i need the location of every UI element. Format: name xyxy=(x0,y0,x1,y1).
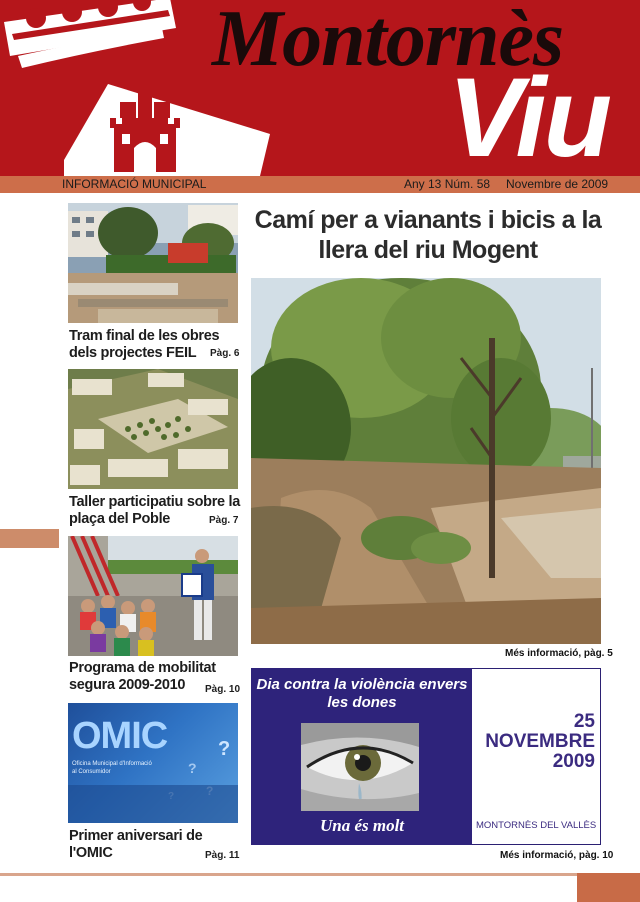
sidebar-item-title[interactable]: Primer aniversari de l'OMIC xyxy=(69,828,203,861)
promo-slogan: Una és molt xyxy=(319,816,405,835)
promo-more-info[interactable]: Més informació, pàg. 10 xyxy=(500,850,614,861)
masthead-subtitle: Viu xyxy=(448,55,610,176)
footer-tab xyxy=(577,873,640,902)
sidebar-item-title[interactable]: Tram final de les obres dels projectes FEIL xyxy=(69,328,220,361)
omic-tagline-1: Oficina Municipal d'Informació xyxy=(72,761,152,767)
omic-logo: OMIC xyxy=(72,715,168,757)
main-more-info[interactable]: Més informació, pàg. 5 xyxy=(505,648,613,659)
castle-emblem-icon xyxy=(64,78,274,176)
masthead-title: Montornès xyxy=(212,0,564,83)
children-road-safety-photo[interactable] xyxy=(68,536,238,656)
sidebar-item-page: Pàg. 10 xyxy=(205,684,241,695)
main-headline[interactable]: Camí per a vianants i bicis a la llera del riu Mogent xyxy=(254,206,602,264)
issue-date: Novembre de 2009 xyxy=(506,177,609,191)
footer-rule xyxy=(0,873,577,876)
omic-logo-graphic[interactable] xyxy=(68,703,238,823)
svg-text:?: ? xyxy=(218,738,231,760)
masthead xyxy=(0,0,640,176)
side-tab-marker xyxy=(0,529,59,548)
issue-number: Any 13 Núm. 58 xyxy=(404,177,491,191)
promo-place: MONTORNÈS DEL VALLÈS xyxy=(476,820,597,831)
crown-emblem-icon xyxy=(0,0,182,80)
promo-date-day: 25 xyxy=(573,711,595,732)
architectural-model-photo[interactable] xyxy=(68,369,238,489)
svg-text:?: ? xyxy=(188,760,197,776)
section-label: INFORMACIÓ MUNICIPAL xyxy=(62,177,207,191)
promo-title: Dia contra la violència envers les dones xyxy=(256,676,468,711)
sidebar-item-title[interactable]: Taller participatiu sobre la plaça del Poble xyxy=(69,494,241,527)
sidebar-item-page: Pàg. 11 xyxy=(205,850,240,861)
promo-date xyxy=(476,712,595,772)
promo-date-month: NOVEMBRE xyxy=(485,731,595,752)
promo-date-year: 2009 xyxy=(552,751,595,772)
construction-site-photo[interactable] xyxy=(68,203,238,323)
sidebar-item-title[interactable]: Programa de mobilitat segura 2009-2010 xyxy=(69,660,216,693)
sidebar-item-page: Pàg. 7 xyxy=(209,515,239,526)
eye-tear-image xyxy=(301,723,419,811)
question-marks-icon xyxy=(68,703,238,823)
sidebar-item-page: Pàg. 6 xyxy=(210,348,240,359)
riverside-path-photo[interactable] xyxy=(251,278,601,644)
omic-tagline-2: al Consumidor xyxy=(72,769,111,775)
